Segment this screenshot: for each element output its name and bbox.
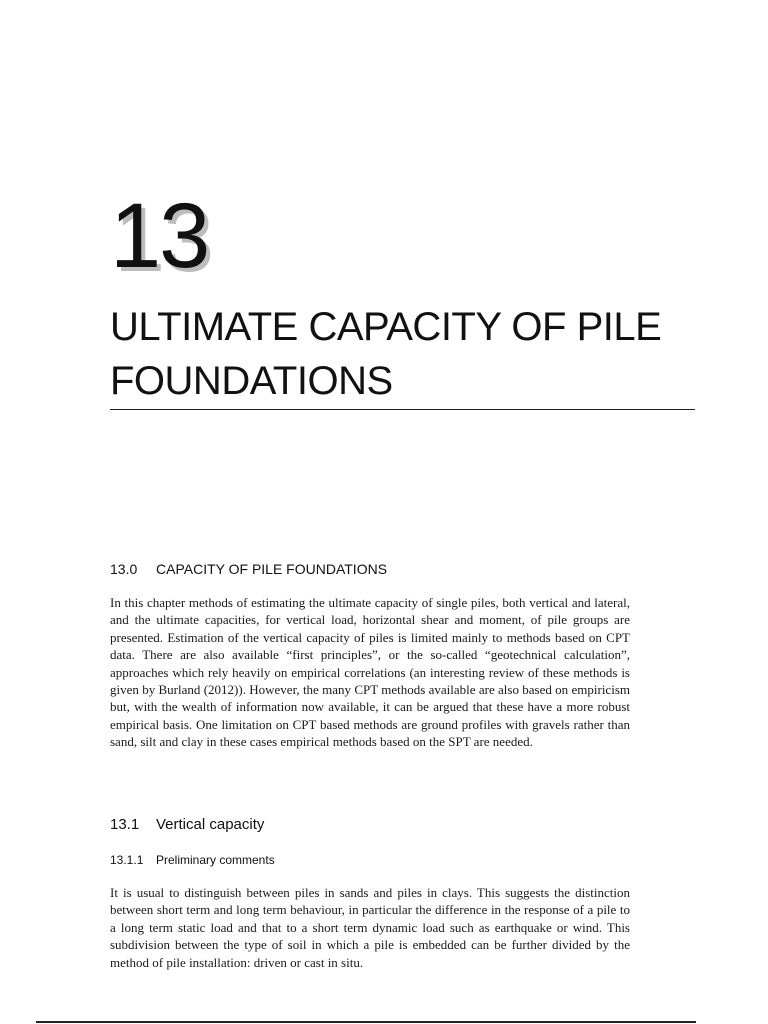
- chapter-number: 13: [110, 185, 209, 287]
- subsubsection-heading: [110, 853, 275, 867]
- subsubsection-number: 13.1.1: [110, 853, 144, 867]
- section-title: CAPACITY OF PILE FOUNDATIONS: [156, 561, 388, 577]
- subsubsection-paragraph: It is usual to distinguish between piles in sands and piles in clays. This suggests the distinction between short term and long term behaviour, in particular the difference in the response of a pile to a long term static load and that to a short term dynamic load such as earthquake or wind. This subdivision between the type of soil in which a pile is embedded can be further divided by the method of pile installation: driven or cast in situ.: [110, 885, 630, 970]
- section-heading: [110, 561, 387, 577]
- subsection-heading: [110, 816, 264, 833]
- chapter-title: ULTIMATE CAPACITY OF PILE FOUNDATIONS: [110, 305, 662, 403]
- title-divider: [110, 409, 695, 410]
- subsection-number: 13.1: [110, 816, 140, 833]
- section-paragraph: In this chapter methods of estimating the ultimate capacity of single piles, both vertical and lateral, and the ultimate capacities, for vertical load, horizontal shear and moment, of pile groups are presented. Estimation of the vertical capacity of piles is limited mainly to methods based on CPT data. There are also available “first principles”, or the so-called “geotechnical calculation”, approaches which rely heavily on empirical correlations (an interesting review of these methods is given by Burland (2012)). However, the many CPT methods available are also based on empiricism but, with the wealth of information now available, it can be argued that these have a more robust empirical basis. One limitation on CPT based methods are ground profiles with gravels rather than sand, silt and clay in these cases empirical methods based on the SPT are needed.: [110, 595, 630, 750]
- subsubsection-title: Preliminary comments: [156, 853, 275, 867]
- section-number: 13.0: [110, 561, 138, 577]
- subsection-title: Vertical capacity: [156, 816, 265, 833]
- page-bottom-divider: [36, 1021, 696, 1023]
